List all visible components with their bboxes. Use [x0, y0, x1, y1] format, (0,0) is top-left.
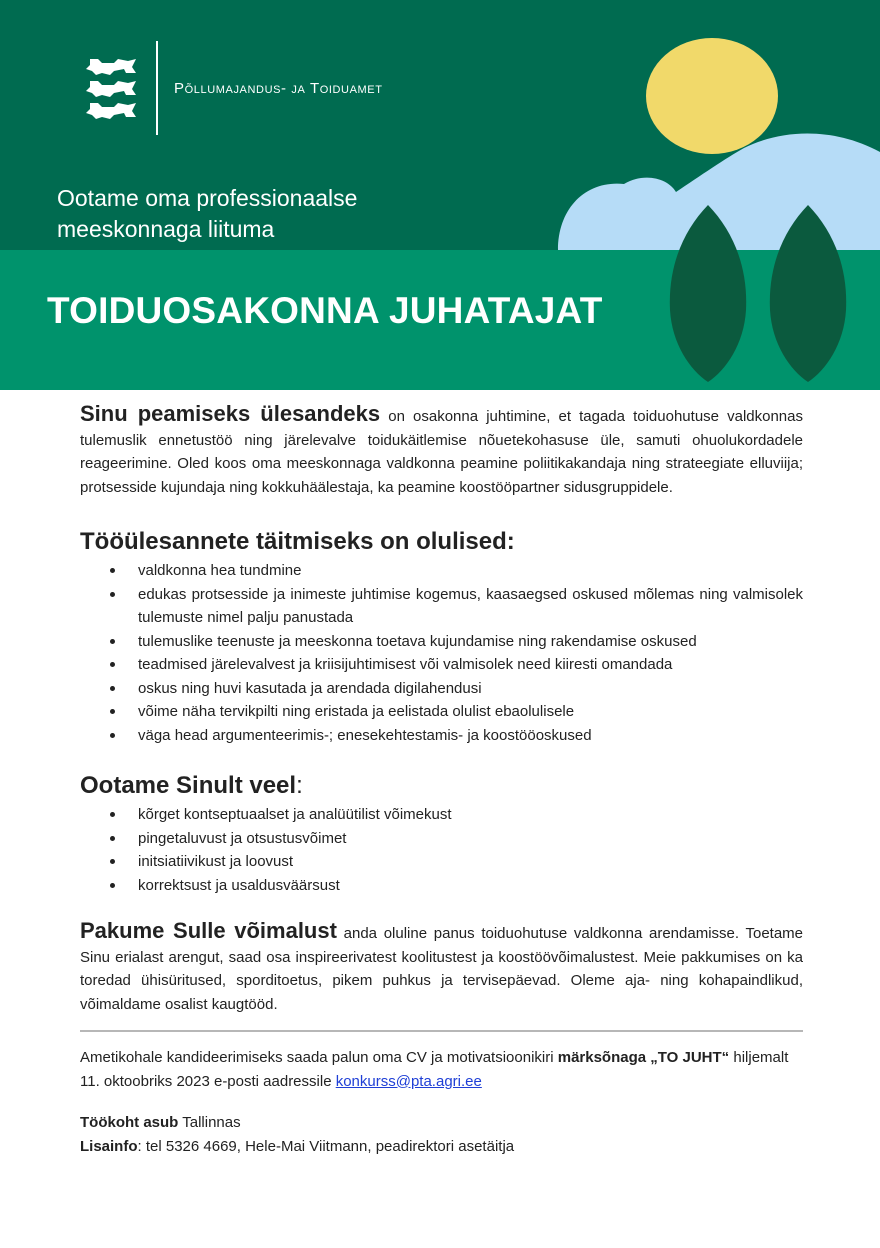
application-text-before: Ametikohale kandideerimiseks saada palun oma CV ja motivatsioonikiri — [80, 1049, 558, 1066]
email-link[interactable]: konkurss@pta.agri.ee — [335, 1072, 482, 1090]
intro-paragraph — [80, 402, 803, 499]
job-title: TOIDUOSAKONNA JUHATAJAT — [47, 290, 603, 331]
application-keyword: märksõnaga „TO JUHT“ — [557, 1049, 730, 1066]
list-item: teadmised järelevalvest ja kriisijuhtimisest või valmisolek need kiiresti omandada — [138, 653, 803, 677]
list-item: tulemuslike teenuste ja meeskonna toetava kujundamise ning rakendamise oskused — [138, 630, 803, 654]
section-divider — [80, 1030, 803, 1032]
list-item: initsiatiivikust ja loovust — [138, 850, 803, 874]
offer-lead: Pakume Sulle võimalust — [80, 918, 337, 943]
organization-name: Põllumajandus- ja Toiduamet — [174, 80, 383, 97]
requirements-heading-colon: : — [506, 528, 515, 555]
requirements-list — [80, 559, 803, 747]
list-item: kõrget kontseptuaalset ja analüütilist võimekust — [138, 803, 803, 827]
expectations-heading-text: Ootame Sinult veel — [80, 772, 297, 799]
location-value: Tallinnas — [178, 1114, 241, 1131]
location-label: Töökoht asub — [80, 1114, 179, 1131]
coat-of-arms-logo — [84, 55, 142, 121]
main-content — [80, 402, 803, 1158]
offer-paragraph — [80, 919, 803, 1016]
intro-lead: Sinu peamiseks ülesandeks — [80, 401, 381, 426]
info-line — [80, 1135, 803, 1159]
requirements-heading — [80, 527, 803, 557]
intro-text: on osakonna juhtimine, et tagada toiduohutuse valdkonnas tulemuslik ennetustöö ning järelevalve toidukäitlemise nõuetekohasuse üle, samuti ohuolukordadele reageerimine. Oled koos oma meeskonnaga valdkonna peamine poliitikakandaja ning strateegiate elluviija; protsesside kujundaja ning kokkuhäälestaja, ka peamine koostööpartner sidusgruppidele. — [80, 408, 803, 496]
expectations-heading — [80, 771, 803, 801]
requirements-heading-text: Tööülesannete täitmiseks on olulised — [80, 528, 507, 555]
list-item: pingetaluvust ja otsustusvõimet — [138, 827, 803, 851]
offer-text: anda oluline panus toiduohutuse valdkonna arendamisse. Toetame Sinu erialast arengut, saad osa inspireerivatest koolitustest ja koostöövõimalustest. Meie pakkumises on ka toredad ühisüritused, sporditoetus, pikem puhkus ja tervisepäevad. Oleme aja- ning kohapaindlikud, võimaldame osalist kaugtööd. — [80, 925, 804, 1013]
list-item: edukas protsesside ja inimeste juhtimise kogemus, kaasaegsed oskused mõlemas ning valmisolek tulemuste nimel palju panustada — [138, 583, 803, 630]
list-item: valdkonna hea tundmine — [138, 559, 803, 583]
list-item: korrektsust ja usaldusväärsust — [138, 874, 803, 898]
tagline: Ootame oma professionaalse meeskonnaga liituma — [57, 185, 358, 242]
list-item: väga head argumenteerimis-; enesekehtestamis- ja koostööoskused — [138, 724, 803, 748]
list-item: oskus ning huvi kasutada ja arendada digilahendusi — [138, 677, 803, 701]
expectations-heading-colon: : — [296, 772, 303, 799]
info-value: : tel 5326 4669, Hele-Mai Viitmann, peadirektori asetäitja — [137, 1137, 515, 1155]
expectations-list — [80, 803, 803, 897]
application-text-after: hiljemalt 11. oktoobriks 2023 e-posti aadressile — [80, 1049, 789, 1090]
logo-divider — [156, 41, 158, 135]
info-label: Lisainfo — [80, 1137, 138, 1155]
list-item: võime näha tervikpilti ning eristada ja eelistada olulist ebaolulisele — [138, 700, 803, 724]
location-line — [80, 1111, 803, 1135]
application-paragraph — [80, 1046, 803, 1093]
header-banner — [0, 0, 880, 390]
